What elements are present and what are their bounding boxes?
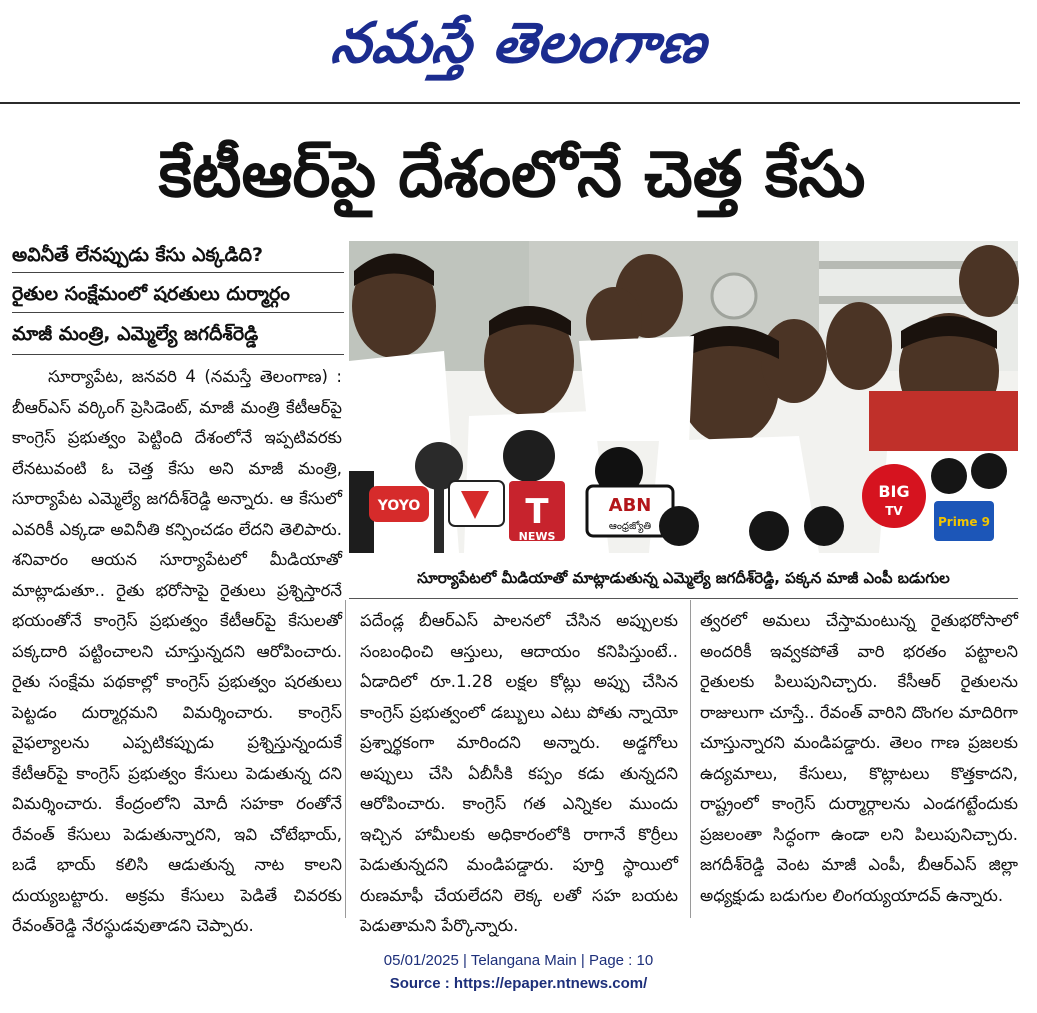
mic-flag-label: BIG bbox=[878, 482, 910, 501]
caption-divider bbox=[349, 598, 1018, 599]
subhead-divider bbox=[12, 272, 344, 273]
subhead-divider bbox=[12, 312, 344, 313]
mic-flag-label: ABN bbox=[608, 495, 652, 516]
article-text: పదేండ్ల బీఆర్‌ఎస్‌ పాలనలో చేసిన అప్పులకు సంబంధించి ఆస్తులు, ఆదాయం కనిపిస్తుంటే.. ఏడాదిలో రూ.1.28 లక్షల కోట్లు అప్పు చేసిన కాంగ్రెస్‌ ప్రభుత్వంలో డబ్బులు ఎటు పోతు న్నాయో ప్రశ్నార్థకంగా మారిందని అన్నారు. అడ్డగోలు అప్పులు చేసి ఏబీసీకి కప్పం కడు తున్నదని ఆరోపించారు. కాంగ్రెస్‌ గత ఎన్నికల ముందు ఇచ్చిన హామీలకు అధికారంలోకి రాగానే కొర్రీలు పెడుతున్నదని మండిపడ్డారు. పూర్తి స్థాయిలో రుణమాఫీ చేయలేదని లెక్క లతో సహ బయట పెడుతామని పేర్కొన్నారు. bbox=[360, 611, 678, 935]
column-divider bbox=[345, 600, 346, 918]
subhead-divider bbox=[12, 354, 344, 355]
masthead bbox=[0, 0, 1037, 100]
photo-caption: సూర్యాపేటలో మీడియాతో మాట్లాడుతున్న ఎమ్మెల్యే జగదీశ్‌రెడ్డి, పక్కన మాజీ ఎంపీ బడుగుల bbox=[417, 569, 950, 587]
article-text: సూర్యాపేట, జనవరి 4 (నమస్తే తెలంగాణ) : బీఆర్‌ఎస్‌ వర్కింగ్‌ ప్రెసిడెంట్‌, మాజీ మంత్రి కేటీఆర్‌పై కాంగ్రెస్‌ ప్రభుత్వం పెట్టింది దేశంలోనే ఇప్పటివరకు లేనటువంటి ఓ చెత్త కేసు అని మాజీ మంత్రి, సూర్యాపేట ఎమ్మెల్యే జగదీశ్‌రెడ్డి అన్నారు. ఆ కేసులో ఎవరికీ ఎక్కడా అవినీతి కన్పించడం లేదని తెలిపారు. శనివారం ఆయన సూర్యాపేటలో మీడియాతో మాట్లాడుతూ.. రైతు భరోసాపై రైతులు ప్రశ్నిస్తారనే భయంతోనే కాంగ్రెస్‌ ప్రభుత్వం కేటీఆర్‌పై కేసులతో పక్కదారి పట్టించాలని చూస్తున్నదని ఆరోపించారు. రైతు సంక్షేమ పథకాల్లో కాంగ్రెస్‌ ప్రభుత్వం షరతులు పెట్టడం దుర్మార్గమని విమర్శించారు. కాంగ్రెస్‌ వైఫల్యాలను ఎప్పటికప్పుడు ప్రశ్నిస్తున్నందుకే కేటీఆర్‌పై కాంగ్రెస్‌ ప్రభుత్వం కేసులు పెడుతున్న దని విమర్శించారు. కేంద్రంలోని మోదీ సహకా రంతోనే రేవంత్‌ కేసులు పెడుతున్నారని, ఇవి చోటేభాయ్‌, బడే భాయ్‌ కలిసి ఆడుతున్న నాట కాలని దుయ్యబట్టారు. అక్రమ కేసులు పెడితే చివరకు రేవంత్‌రెడ్డి నేరస్థుడవుతాడని చెప్పారు. bbox=[12, 367, 342, 935]
newspaper-logo: నమస్తే తెలంగాణ bbox=[327, 10, 712, 76]
footer-page-info: 05/01/2025 | Telangana Main | Page : 10 bbox=[383, 952, 654, 969]
mic-flag-label: TV bbox=[885, 504, 903, 518]
subhead-1: అవినీతే లేనప్పుడు కేసు ఎక్కడిది? bbox=[12, 244, 264, 266]
article-column-2 bbox=[360, 606, 678, 935]
news-photo bbox=[349, 241, 1018, 553]
article-column-1 bbox=[12, 362, 342, 935]
mic-flag-label: ఆంధ్రజ్యోతి bbox=[608, 521, 652, 532]
subhead-2: రైతుల సంక్షేమంలో షరతులు దుర్మార్గం bbox=[12, 283, 290, 305]
article-column-3 bbox=[700, 606, 1018, 916]
mic-flag-label: YOYO bbox=[377, 498, 421, 514]
subhead-3: మాజీ మంత్రి, ఎమ్మెల్యే జగదీశ్‌రెడ్డి bbox=[12, 323, 259, 345]
mic-flag-label: Prime 9 bbox=[938, 515, 990, 529]
mic-flag-label: NEWS bbox=[518, 530, 556, 543]
column-divider bbox=[690, 600, 691, 918]
press-meet-illustration bbox=[349, 241, 1018, 553]
article-headline: కేటీఆర్‌పై దేశంలోనే చెత్త కేసు bbox=[158, 138, 866, 212]
article-text: త్వరలో అమలు చేస్తామంటున్న రైతుభరోసాలో అందరికీ ఇవ్వకపోతే వారి భరతం పట్టాలని రైతులకు పిలుపునిచ్చారు. కేసీఆర్‌ రైతులను రాజులుగా చూస్తే.. రేవంత్‌ వారిని దొంగల మాదిరిగా చూస్తున్నారని మండిపడ్డారు. తెలం గాణ ప్రజలకు ఉద్యమాలు, కేసులు, కొట్లాటలు కొత్తకాదని, రాష్ట్రంలో కాంగ్రెస్‌ దుర్మార్గాలను ఎండగట్టేందుకు ప్రజలంతా సిద్ధంగా ఉండా లని పిలుపునిచ్చారు. జగదీశ్‌రెడ్డి వెంట మాజీ ఎంపీ, బీఆర్‌ఎస్‌ జిల్లా అధ్యక్షుడు బడుగుల లింగయ్యయాదవ్‌ ఉన్నారు. bbox=[700, 611, 1018, 905]
masthead-divider bbox=[0, 102, 1020, 104]
mic-flag-label: T bbox=[525, 492, 549, 532]
footer-source: Source : https://epaper.ntnews.com/ bbox=[389, 975, 648, 992]
